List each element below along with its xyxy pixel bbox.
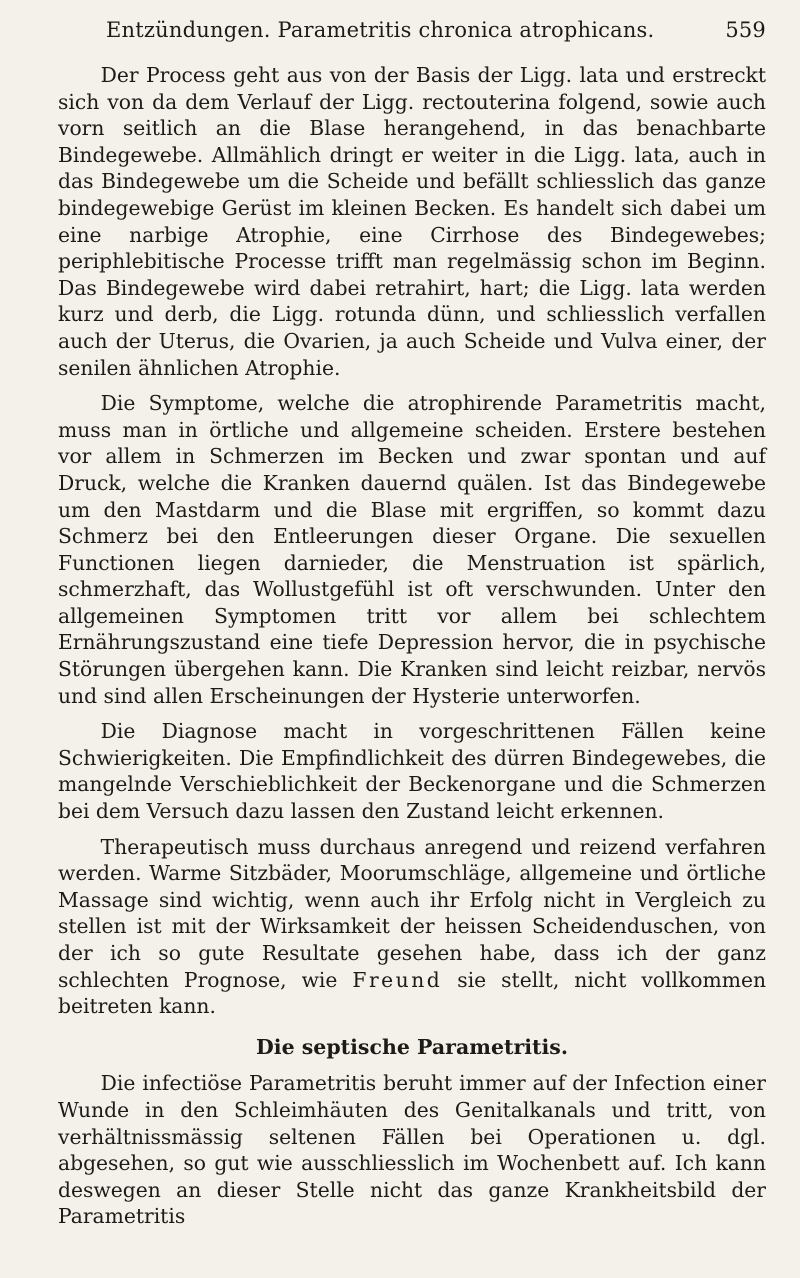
body-text [58, 62, 766, 1230]
paragraph-therapy [58, 834, 766, 1020]
section-heading: Die septische Parametritis. [256, 1034, 568, 1059]
paragraph-symptoms: Die Symptome, welche die atrophirende Parametritis macht, muss man in örtliche und allgemeine scheiden. Erstere bestehen vor allem in Schmerzen im Becken und zwar spontan und auf Druck, welche die Kranken dauernd quälen. Ist das Bindegewebe um den Mastdarm und die Blase mit ergriffen, so kommt dazu Schmerz bei den Entleerungen dieser Organe. Die sexuellen Functionen liegen darnieder, die Menstruation ist spärlich, schmerzhaft, das Wollustgefühl ist oft verschwunden. Unter den allgemeinen Symptomen tritt vor allem bei schlechtem Ernährungszustand eine tiefe Depression hervor, die in psychische Störungen übergehen kann. Die Kranken sind leicht reizbar, nervös und sind allen Erscheinungen der Hysterie unterworfen. [58, 391, 766, 708]
paragraph-septic: Die infectiöse Parametritis beruht immer auf der Infection einer Wunde in den Schleimhäuten des Genitalkanals und tritt, von verhältnissmässig seltenen Fällen bei Operationen u. dgl. abgesehen, so gut wie ausschliesslich im Wochenbett auf. Ich kann deswegen an dieser Stelle nicht das ganze Krankheitsbild der Parametritis [58, 1071, 766, 1229]
author-name-freund: Freund [352, 967, 443, 992]
paragraph-process: Der Process geht aus von der Basis der Ligg. lata und erstreckt sich von da dem Verlauf der Ligg. rectouterina folgend, sowie auch vorn seitlich an die Blase herangehend, in das benachbarte Bindegewebe. Allmählich dringt er weiter in die Ligg. lata, auch in das Bindegewebe um die Scheide und befällt schliesslich das ganze bindegewebige Gerüst im kleinen Becken. Es handelt sich dabei um eine narbige Atrophie, eine Cirrhose des Bindegewebes; periphlebitische Processe trifft man regelmässig schon im Beginn. Das Bindegewebe wird dabei retrahirt, hart; die Ligg. lata werden kurz und derb, die Ligg. rotunda dünn, und schliesslich verfallen auch der Uterus, die Ovarien, ja auch Scheide und Vulva einer, der senilen ähnlichen Atrophie. [58, 63, 766, 380]
therapy-text-end: sie stellt, nicht vollkommen beitreten kann. [58, 967, 767, 1019]
therapy-text-start: Therapeutisch muss durchaus anregend und reizend verfahren werden. Warme Sitzbäder, Moorumschläge, allgemeine und örtliche Massage sind wichtig, wenn auch ihr Erfolg nicht in Vergleich zu stellen ist mit der Wirksamkeit der heissen Scheidenduschen, von der ich so gute Resultate gesehen habe, dass ich der ganz schlechten Prognose, wie [58, 834, 766, 992]
page-number: 559 [725, 18, 766, 42]
paragraph-diagnosis: Die Diagnose macht in vorgeschrittenen Fällen keine Schwierigkeiten. Die Empfindlichkeit des dürren Bindegewebes, die mangelnde Verschieblichkeit der Beckenorgane und die Schmerzen bei dem Versuch dazu lassen den Zustand leicht erkennen. [58, 719, 766, 824]
running-head [58, 18, 766, 58]
running-title: Entzündungen. Parametritis chronica atrophicans. [106, 18, 655, 42]
